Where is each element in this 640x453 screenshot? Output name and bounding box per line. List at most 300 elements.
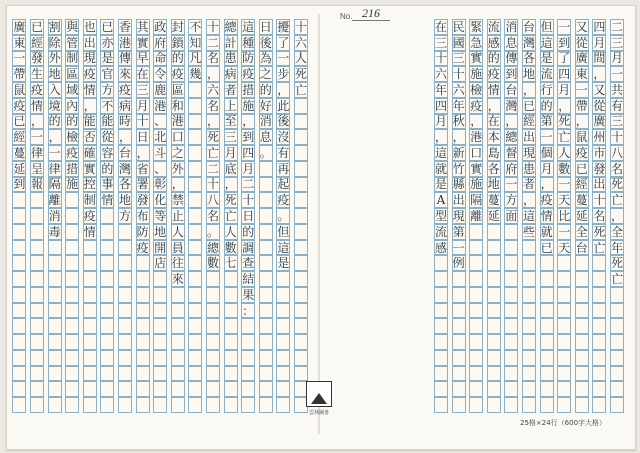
handwritten-character: 容 <box>101 145 114 160</box>
grid-cell <box>224 287 238 303</box>
grid-cell <box>294 271 308 287</box>
grid-cell <box>188 82 202 98</box>
grid-cell <box>522 287 536 303</box>
handwritten-character: 省 <box>136 161 149 176</box>
grid-cell <box>48 271 62 287</box>
grid-cell <box>100 287 114 303</box>
grid-cell <box>224 271 238 287</box>
grid-cell <box>83 287 97 303</box>
handwritten-character: 年 <box>452 98 465 113</box>
grid-cell <box>206 19 220 35</box>
handwritten-character: 知 <box>189 35 202 50</box>
grid-cell <box>153 129 167 145</box>
grid-cell <box>65 318 79 334</box>
grid-cell <box>504 224 518 240</box>
handwritten-character: 例 <box>452 256 465 271</box>
grid-cell <box>30 35 44 51</box>
grid-cell <box>259 224 273 240</box>
grid-cell <box>522 381 536 397</box>
handwritten-character: 十 <box>136 114 149 129</box>
grid-cell <box>153 177 167 193</box>
handwritten-character: 死 <box>295 67 308 82</box>
grid-cell <box>522 82 536 98</box>
center-fold <box>318 14 320 434</box>
grid-cell <box>171 271 185 287</box>
grid-cell <box>469 145 483 161</box>
grid-cell <box>153 350 167 366</box>
manuscript-column <box>259 19 273 413</box>
grid-cell <box>100 381 114 397</box>
grid-cell <box>610 177 624 193</box>
handwritten-character: 三 <box>611 114 624 129</box>
grid-cell <box>224 381 238 397</box>
grid-cell <box>452 366 466 382</box>
handwritten-character: 調 <box>242 240 255 255</box>
grid-cell <box>153 19 167 35</box>
grid-cell <box>188 350 202 366</box>
grid-cell <box>592 397 606 413</box>
handwritten-character: 廣 <box>593 114 606 129</box>
grid-cell <box>65 287 79 303</box>
grid-cell <box>12 129 26 145</box>
handwritten-character: 一 <box>611 67 624 82</box>
grid-cell <box>83 271 97 287</box>
grid-cell <box>12 240 26 256</box>
grid-cell <box>48 366 62 382</box>
handwritten-character: 的 <box>487 51 500 66</box>
handwritten-character: 除 <box>48 35 61 50</box>
grid-cell <box>504 255 518 271</box>
grid-cell <box>294 334 308 350</box>
grid-cell <box>136 192 150 208</box>
grid-cell <box>100 240 114 256</box>
grid-cell <box>487 224 501 240</box>
grid-cell <box>136 350 150 366</box>
grid-cell <box>434 224 448 240</box>
handwritten-character: 亡 <box>295 82 308 97</box>
grid-cell <box>487 397 501 413</box>
grid-cell <box>118 192 132 208</box>
grid-cell <box>259 19 273 35</box>
grid-cell <box>504 303 518 319</box>
grid-cell <box>30 192 44 208</box>
grid-cell <box>118 82 132 98</box>
grid-cell <box>434 177 448 193</box>
grid-cell <box>206 129 220 145</box>
handwritten-character: 出 <box>523 130 536 145</box>
grid-cell <box>592 303 606 319</box>
grid-cell <box>136 129 150 145</box>
grid-cell <box>153 366 167 382</box>
grid-cell <box>434 129 448 145</box>
handwritten-character: 時 <box>119 114 132 129</box>
grid-cell <box>83 381 97 397</box>
handwritten-character: ， <box>242 114 255 129</box>
handwritten-character: 和 <box>171 98 184 113</box>
handwritten-character: 六 <box>207 82 220 97</box>
grid-cell <box>171 224 185 240</box>
grid-cell <box>575 19 589 35</box>
handwritten-character: 種 <box>242 35 255 50</box>
grid-cell <box>610 98 624 114</box>
handwritten-character: 灣 <box>523 35 536 50</box>
handwritten-character: 了 <box>558 51 571 66</box>
grid-cell <box>610 129 624 145</box>
handwritten-character: 口 <box>470 145 483 160</box>
grid-cell <box>592 35 606 51</box>
grid-cell <box>610 287 624 303</box>
grid-cell <box>522 366 536 382</box>
handwritten-character: 情 <box>31 98 44 113</box>
handwritten-character: 六 <box>435 67 448 82</box>
grid-cell <box>575 334 589 350</box>
grid-cell <box>100 366 114 382</box>
grid-cell <box>452 381 466 397</box>
grid-cell <box>592 98 606 114</box>
handwritten-character: ， <box>207 114 220 129</box>
handwritten-character: 總 <box>224 19 237 34</box>
handwritten-character: 名 <box>207 51 220 66</box>
grid-cell <box>30 240 44 256</box>
grid-cell <box>153 381 167 397</box>
handwritten-character: 已 <box>13 114 26 129</box>
grid-cell <box>557 224 571 240</box>
grid-cell <box>504 161 518 177</box>
handwritten-character: 疫 <box>83 208 96 223</box>
handwritten-character: 到 <box>13 177 26 192</box>
grid-cell <box>294 192 308 208</box>
grid-cell <box>30 350 44 366</box>
grid-cell <box>48 192 62 208</box>
handwritten-character: 凡 <box>189 51 202 66</box>
grid-cell <box>12 208 26 224</box>
handwritten-character: 國 <box>452 35 465 50</box>
grid-cell <box>30 255 44 271</box>
grid-cell <box>83 208 97 224</box>
grid-cell <box>452 82 466 98</box>
handwritten-character: 一 <box>277 51 290 66</box>
grid-cell <box>171 177 185 193</box>
grid-cell <box>592 350 606 366</box>
grid-cell <box>12 51 26 67</box>
grid-cell <box>592 145 606 161</box>
handwritten-character: ， <box>505 114 518 129</box>
grid-cell <box>224 350 238 366</box>
grid-cell <box>557 66 571 82</box>
handwritten-character: 各 <box>487 161 500 176</box>
grid-cell <box>65 98 79 114</box>
grid-cell <box>487 177 501 193</box>
grid-cell <box>30 114 44 130</box>
grid-cell <box>30 208 44 224</box>
grid-cell <box>276 161 290 177</box>
grid-cell <box>12 350 26 366</box>
grid-cell <box>540 208 554 224</box>
grid-cell <box>30 177 44 193</box>
handwritten-character: 二 <box>207 35 220 50</box>
handwritten-character: 為 <box>259 51 272 66</box>
handwritten-character: 十 <box>611 130 624 145</box>
grid-cell <box>294 98 308 114</box>
grid-cell <box>434 255 448 271</box>
grid-cell <box>504 19 518 35</box>
handwritten-character: 鼠 <box>575 130 588 145</box>
grid-cell <box>575 177 589 193</box>
grid-cell <box>276 381 290 397</box>
grid-cell <box>434 19 448 35</box>
grid-cell <box>575 255 589 271</box>
handwritten-character: 港 <box>119 35 132 50</box>
grid-cell <box>592 381 606 397</box>
handwritten-character: 亡 <box>558 130 571 145</box>
grid-cell <box>65 255 79 271</box>
grid-cell <box>224 161 238 177</box>
grid-cell <box>259 350 273 366</box>
grid-cell <box>276 255 290 271</box>
grid-cell <box>504 271 518 287</box>
grid-cell <box>434 271 448 287</box>
grid-cell <box>100 51 114 67</box>
handwritten-character: 第 <box>452 224 465 239</box>
grid-cell <box>12 192 26 208</box>
grid-cell <box>575 161 589 177</box>
manuscript-column <box>12 19 26 413</box>
handwritten-character: ， <box>136 145 149 160</box>
grid-cell <box>540 287 554 303</box>
handwritten-character: 到 <box>505 67 518 82</box>
grid-cell <box>188 271 202 287</box>
handwritten-character: 各 <box>119 177 132 192</box>
grid-cell <box>276 287 290 303</box>
handwritten-character: 日 <box>259 19 272 34</box>
handwritten-character: 日 <box>242 208 255 223</box>
handwritten-character: 一 <box>558 224 571 239</box>
manuscript-column <box>206 19 220 413</box>
grid-cell <box>557 161 571 177</box>
handwritten-character: 亡 <box>611 272 624 287</box>
grid-cell <box>469 318 483 334</box>
grid-cell <box>100 177 114 193</box>
handwritten-character: 新 <box>452 145 465 160</box>
grid-cell <box>294 66 308 82</box>
grid-cell <box>65 82 79 98</box>
handwritten-character: 令 <box>154 67 167 82</box>
grid-cell <box>83 350 97 366</box>
grid-cell <box>504 66 518 82</box>
grid-cell <box>504 240 518 256</box>
paper-spec: 25格×24行（600字大格） <box>520 419 607 427</box>
handwritten-character: 制 <box>66 51 79 66</box>
grid-cell <box>540 350 554 366</box>
grid-cell <box>276 303 290 319</box>
handwritten-character: 十 <box>452 67 465 82</box>
grid-cell <box>188 51 202 67</box>
handwritten-character: 疫 <box>66 145 79 160</box>
grid-cell <box>259 397 273 413</box>
handwritten-character: 天 <box>558 193 571 208</box>
grid-cell <box>206 334 220 350</box>
handwritten-character: 個 <box>540 145 553 160</box>
grid-cell <box>469 82 483 98</box>
grid-cell <box>206 145 220 161</box>
grid-cell <box>118 129 132 145</box>
grid-cell <box>188 208 202 224</box>
grid-cell <box>65 208 79 224</box>
grid-cell <box>83 318 97 334</box>
grid-cell <box>224 366 238 382</box>
grid-cell <box>224 192 238 208</box>
grid-cell <box>487 114 501 130</box>
handwritten-character: 地 <box>523 67 536 82</box>
handwritten-character: 底 <box>224 161 237 176</box>
grid-cell <box>136 82 150 98</box>
grid-cell <box>48 397 62 413</box>
grid-cell <box>136 271 150 287</box>
grid-cell <box>224 177 238 193</box>
grid-cell <box>100 19 114 35</box>
grid-cell <box>557 303 571 319</box>
handwritten-character: 死 <box>593 224 606 239</box>
grid-cell <box>48 35 62 51</box>
grid-cell <box>30 51 44 67</box>
grid-cell <box>592 224 606 240</box>
handwritten-character: 三 <box>224 130 237 145</box>
handwritten-character: 共 <box>611 82 624 97</box>
grid-cell <box>153 192 167 208</box>
grid-cell <box>206 255 220 271</box>
handwritten-character: 這 <box>540 35 553 50</box>
grid-cell <box>610 381 624 397</box>
handwritten-character: 流 <box>540 67 553 82</box>
grid-cell <box>206 177 220 193</box>
handwritten-character: 數 <box>558 161 571 176</box>
grid-cell <box>522 145 536 161</box>
grid-cell <box>100 145 114 161</box>
grid-cell <box>276 51 290 67</box>
grid-cell <box>452 129 466 145</box>
manuscript-column <box>522 19 536 413</box>
grid-cell <box>171 350 185 366</box>
grid-cell <box>153 303 167 319</box>
grid-cell <box>30 381 44 397</box>
grid-cell <box>434 208 448 224</box>
right-page-grid <box>328 19 624 413</box>
handwritten-character: ， <box>540 177 553 192</box>
grid-cell <box>241 334 255 350</box>
grid-cell <box>276 177 290 193</box>
grid-cell <box>100 318 114 334</box>
handwritten-character: 七 <box>224 256 237 271</box>
grid-cell <box>469 397 483 413</box>
grid-cell <box>434 98 448 114</box>
handwritten-character: ， <box>452 130 465 145</box>
grid-cell <box>540 114 554 130</box>
handwritten-character: 命 <box>154 51 167 66</box>
grid-cell <box>241 98 255 114</box>
grid-cell <box>469 66 483 82</box>
grid-cell <box>504 192 518 208</box>
handwritten-character: 外 <box>171 161 184 176</box>
grid-cell <box>504 82 518 98</box>
grid-cell <box>540 334 554 350</box>
grid-cell <box>557 366 571 382</box>
grid-cell <box>188 381 202 397</box>
grid-cell <box>504 35 518 51</box>
grid-cell <box>224 145 238 161</box>
grid-cell <box>540 177 554 193</box>
grid-cell <box>452 318 466 334</box>
grid-cell <box>224 35 238 51</box>
grid-cell <box>294 19 308 35</box>
handwritten-character: 否 <box>83 130 96 145</box>
handwritten-character: 月 <box>558 82 571 97</box>
handwritten-character: 經 <box>13 130 26 145</box>
handwritten-character: 督 <box>505 145 518 160</box>
grid-cell <box>65 334 79 350</box>
grid-cell <box>118 66 132 82</box>
grid-cell <box>83 192 97 208</box>
grid-cell <box>12 397 26 413</box>
handwritten-character: 再 <box>277 161 290 176</box>
handwritten-character: 結 <box>242 272 255 287</box>
grid-cell <box>48 240 62 256</box>
handwritten-character: 延 <box>575 208 588 223</box>
handwritten-character: 又 <box>575 19 588 34</box>
handwritten-character: 月 <box>224 145 237 160</box>
manuscript-column <box>592 19 606 413</box>
grid-cell <box>487 287 501 303</box>
handwritten-character: 來 <box>171 272 184 287</box>
handwritten-character: 本 <box>487 130 500 145</box>
grid-cell <box>153 98 167 114</box>
grid-cell <box>12 334 26 350</box>
handwritten-character: 月 <box>242 161 255 176</box>
handwritten-character: 呈 <box>31 161 44 176</box>
handwritten-character: 亡 <box>593 240 606 255</box>
handwritten-character: 在 <box>487 114 500 129</box>
grid-cell <box>469 240 483 256</box>
handwritten-character: 施 <box>470 177 483 192</box>
grid-cell <box>241 381 255 397</box>
grid-cell <box>276 82 290 98</box>
grid-cell <box>575 129 589 145</box>
handwritten-character: 死 <box>611 177 624 192</box>
grid-cell <box>592 66 606 82</box>
grid-cell <box>522 98 536 114</box>
grid-cell <box>136 381 150 397</box>
grid-cell <box>540 145 554 161</box>
grid-cell <box>504 98 518 114</box>
grid-cell <box>276 334 290 350</box>
grid-cell <box>153 397 167 413</box>
grid-cell <box>100 303 114 319</box>
handwritten-character: ， <box>31 114 44 129</box>
handwritten-character: 沒 <box>277 130 290 145</box>
grid-cell <box>83 82 97 98</box>
grid-cell <box>434 303 448 319</box>
grid-cell <box>487 350 501 366</box>
handwritten-character: 數 <box>224 240 237 255</box>
handwritten-character: 現 <box>523 145 536 160</box>
grid-cell <box>259 303 273 319</box>
handwritten-character: 廣 <box>575 51 588 66</box>
handwritten-character: 一 <box>575 82 588 97</box>
grid-cell <box>136 177 150 193</box>
grid-cell <box>65 240 79 256</box>
handwritten-character: 封 <box>171 19 184 34</box>
handwritten-character: 四 <box>435 98 448 113</box>
handwritten-character: 十 <box>207 177 220 192</box>
